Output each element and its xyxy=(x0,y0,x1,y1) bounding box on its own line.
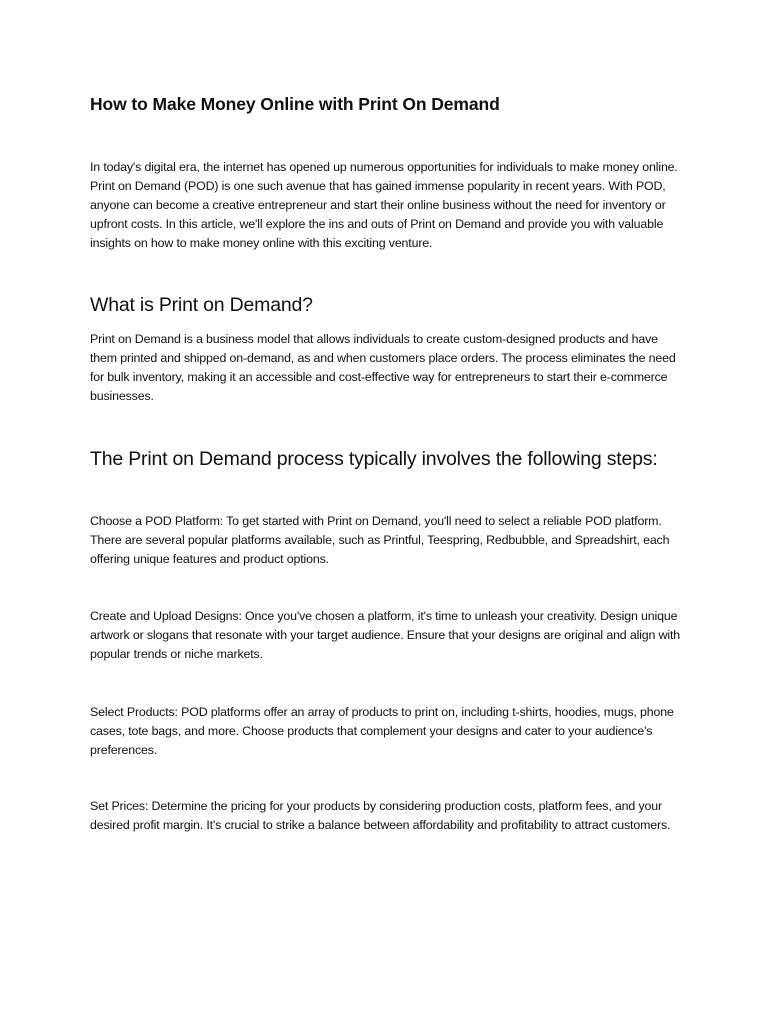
section-heading-process-steps: The Print on Demand process typically involves the following steps: xyxy=(90,448,658,470)
step-paragraph-choose-platform: Choose a POD Platform: To get started with Print on Demand, you'll need to select a reliable POD platform. There are several popular platforms available, such as Printful, Teespring, Redbubble, and Spreadshirt, each offering unique features and product options. xyxy=(90,514,670,566)
intro-paragraph: In today's digital era, the internet has opened up numerous opportunities for individuals to make money online. Print on Demand (POD) is one such avenue that has gained immense popularity in recent years. With POD, anyone can become a creative entrepreneur and start their online business without the need for inventory or upfront costs. In this article, we'll explore the ins and outs of Print on Demand and provide you with valuable insights on how to make money online with this exciting venture. xyxy=(90,160,678,250)
step-paragraph-set-prices: Set Prices: Determine the pricing for your products by considering production costs, platform fees, and your desired profit margin. It's crucial to strike a balance between affordability and profitability to attract customers. xyxy=(90,799,671,832)
step-paragraph-select-products: Select Products: POD platforms offer an array of products to print on, including t-shirts, hoodies, mugs, phone cases, tote bags, and more. Choose products that complement your designs and cater to your audience's preferences. xyxy=(90,705,674,757)
section-heading-what-is-pod: What is Print on Demand? xyxy=(90,294,313,316)
section-paragraph-what-is-pod: Print on Demand is a business model that allows individuals to create custom-designed products and have them printed and shipped on-demand, as and when customers place orders. The process eliminates the need for bulk inventory, making it an accessible and cost-effective way for entrepreneurs to start their e-commerce businesses. xyxy=(90,332,676,403)
step-paragraph-create-designs: Create and Upload Designs: Once you've chosen a platform, it's time to unleash your creativity. Design unique artwork or slogans that resonate with your target audience. Ensure that your designs are original and align with popular trends or niche markets. xyxy=(90,609,680,661)
document-title: How to Make Money Online with Print On Demand xyxy=(90,94,500,114)
